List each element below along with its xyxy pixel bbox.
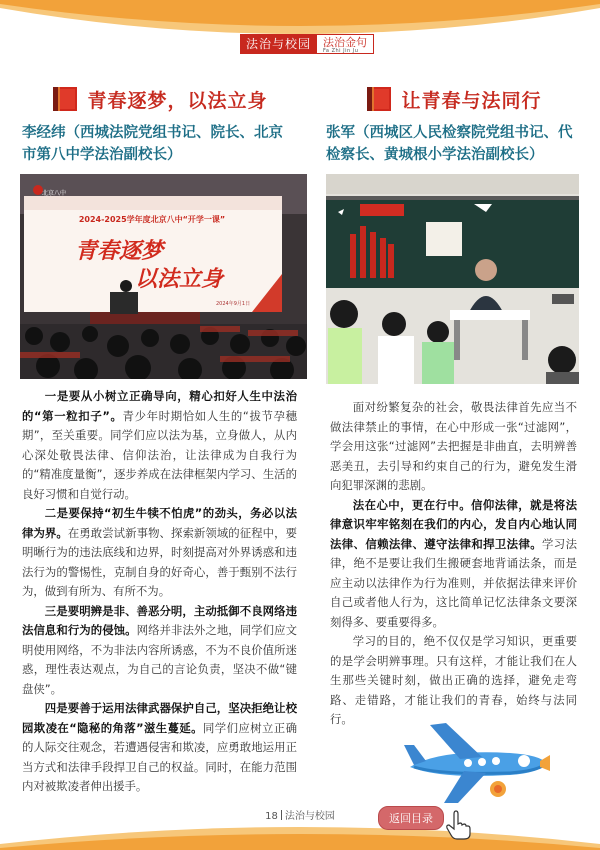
right-article-title: 让青春与法同行 xyxy=(401,89,542,112)
brand-label xyxy=(317,34,374,54)
left-paragraph-lead: 二是要保持“初生牛犊不怕虎”的劲头，务必以法律为界。 xyxy=(22,506,297,540)
page-number: 18 xyxy=(265,811,278,822)
banner-main-text-1: 青春逐梦 xyxy=(75,238,164,264)
right-byline: 张军（西城区人民检察院党组书记、代检察长、黄城根小学法治副校长） xyxy=(326,125,573,163)
classroom-illustration xyxy=(326,174,579,384)
left-paragraph-text: 网络并非法外之地，同学们应文明使用网络，不为非法内容所诱惑，不为不良价值所迷惑，理性表达观点，为自己的言论负责，坚决不做“键盘侠”。 xyxy=(22,623,297,696)
lecture-hall-photo xyxy=(20,174,307,379)
left-article-title: 青春逐梦，以法立身 xyxy=(87,89,268,112)
right-article xyxy=(326,80,581,730)
footer-divider xyxy=(281,810,282,820)
brand-title: 法治金句 xyxy=(323,36,368,49)
right-paragraph-text: 面对纷繁复杂的社会，敬畏法律首先应当不做法律禁止的事情，在心中形成一张“过滤网”，学会用这张“过滤网”去把握是非曲直，去明辨善恶美丑，去引导和约束自己的行为，避免发生滑向犯罪深渊的悲剧。 xyxy=(330,400,577,492)
left-paragraph-lead: 三是要明辨是非、善恶分明，主动抵御不良网络违法信息和行为的侵蚀。 xyxy=(22,603,297,637)
pointing-hand-icon xyxy=(445,810,471,840)
left-paragraph xyxy=(22,699,297,797)
left-paragraph-text: 在勇敢尝试新事物、探索新领域的征程中，要明晰行为的违法底线和边界，时刻提高对外界诱惑和违法行为的警惕性，克制自身的好奇心，善于甄别不法行为，做到有所为、有所不为。 xyxy=(22,525,297,598)
right-paragraph-lead: 法在心中，更在行中。信仰法律，就是将法律意识牢牢铭刻在我们的内心，发自内心地认同法律、信赖法律、遵守法律和捍卫法律。 xyxy=(330,497,577,551)
back-to-contents-button[interactable]: 返回目录 xyxy=(378,806,444,830)
airplane-illustration xyxy=(400,705,550,815)
brand-pinyin: Fa Zhi Jin Ju xyxy=(323,48,359,54)
banner-main-text-2: 以法立身 xyxy=(135,266,224,292)
right-body xyxy=(326,398,581,730)
left-paragraph-text: 青少年时期恰如人生的“拔节孕穗期”，至关重要。同学们应以法为基，立身做人，从内心深处敬畏法律、信仰法治，让法律成为自我行为的“精准度量衡”，逐步养成在法律框架内学习、生活的良好习惯和自觉行动。 xyxy=(22,408,297,501)
classroom-photo xyxy=(326,174,579,384)
footer-section: 法治与校园 xyxy=(284,811,335,822)
red-book-icon xyxy=(51,85,79,113)
left-paragraph-text: 同学们应树立正确的人际交往观念，若遭遇侵害和欺凌，应勇敢地运用正当方式和法律手段捍卫自己的权益。同时，在能力范围内对被欺凌者伸出援手。 xyxy=(22,720,297,793)
banner-top-text: 2024-2025学年度北京八中“开学一课” xyxy=(78,215,226,224)
left-paragraph-lead: 一是要从小树立正确导向，精心扣好人生中法治的“第一粒扣子”。 xyxy=(22,389,297,423)
right-paragraph-text: 学习的目的，绝不仅仅是学习知识，更重要的是学会明辨事理。只有这样，才能让我们在人生那些关键时刻，做出正确的选择，避免走弯路、走错路，才能让我们的青春，始终与法同行。 xyxy=(330,634,577,726)
school-logo-text: 北京八中 xyxy=(42,190,67,197)
right-title-row xyxy=(326,80,581,118)
left-byline: 李经纬（西城法院党组书记、院长、北京市第八中学法治副校长） xyxy=(22,125,283,163)
left-paragraph xyxy=(22,387,297,504)
left-article xyxy=(22,80,297,797)
section-header xyxy=(240,34,374,54)
left-paragraph-lead: 四是要善于运用法律武器保护自己，坚决拒绝让校园欺凌在“隐秘的角落”滋生蔓延。 xyxy=(22,701,297,735)
page-footer xyxy=(0,807,600,822)
red-book-icon xyxy=(365,85,393,113)
left-paragraph xyxy=(22,504,297,602)
right-paragraph-text: 学习法律，绝不是要让我们生搬硬套地背诵法条，而是应主动以法律作为行为准则，并依据法律来评价自己或者他人行为，这比简单记忆法律条文要深刻得多、要重要得多。 xyxy=(330,536,577,629)
left-title-row xyxy=(22,80,297,118)
left-paragraph xyxy=(22,602,297,700)
right-paragraph xyxy=(330,398,577,496)
right-paragraph xyxy=(330,496,577,633)
banner-date-text: 2024年9月1日 xyxy=(216,301,251,307)
left-body xyxy=(22,387,297,797)
section-label: 法治与校园 xyxy=(240,34,317,54)
